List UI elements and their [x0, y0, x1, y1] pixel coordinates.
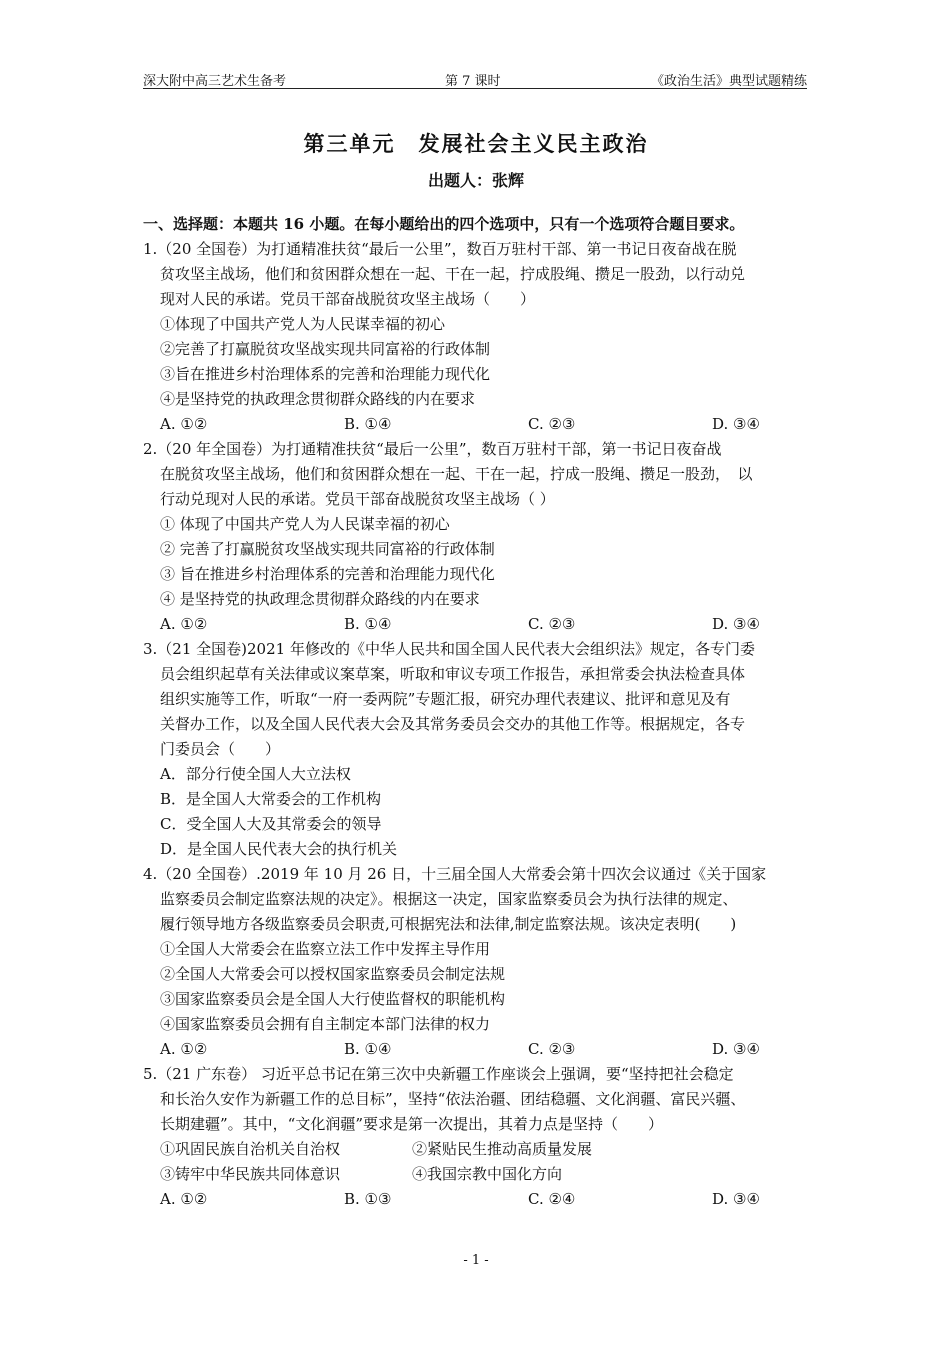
option-a: A. ①②: [160, 615, 208, 633]
option-c: C. ②③: [528, 615, 576, 633]
option-d: D. ③④: [712, 1040, 760, 1058]
statement: ② 完善了打赢脱贫攻坚战实现共同富裕的行政体制: [160, 540, 495, 558]
answer-options: [143, 1187, 807, 1212]
question-text-line: 4.（20 全国卷）.2019 年 10 月 26 日，十三届全国人大常委会第十四次会议通过《关于国家: [143, 865, 767, 883]
question-text-line: 在脱贫攻坚主战场，他们和贫困群众想在一起、干在一起，拧成一股绳、攒足一股劲， 以: [160, 465, 753, 483]
section-heading: 一、选择题：本题共 16 小题。在每小题给出的四个选项中，只有一个选项符合题目要求。: [143, 215, 745, 233]
statement: ④国家监察委员会拥有自主制定本部门法律的权力: [160, 1015, 491, 1033]
statement: ②紧贴民生推动高质量发展: [412, 1140, 593, 1158]
question-list: [143, 212, 807, 1212]
question-1: [143, 237, 807, 437]
question-4: [143, 862, 807, 1062]
answer-options: [143, 1037, 807, 1062]
statement: ②全国人大常委会可以授权国家监察委员会制定法规: [160, 965, 506, 983]
statement: ③国家监察委员会是全国人大行使监督权的职能机构: [160, 990, 506, 1008]
page-number: - 1 -: [463, 1253, 489, 1268]
answer-options: [143, 612, 807, 637]
answer-options: [143, 412, 807, 437]
question-text-line: 长期建疆”。其中，“文化润疆”要求是第一次提出，其着力点是坚持（ ）: [160, 1115, 664, 1133]
header-left: 深大附中高三艺术生备考: [143, 74, 287, 89]
statement: ④ 是坚持党的执政理念贯彻群众路线的内在要求: [160, 590, 480, 608]
option-b: B. ①④: [344, 415, 392, 433]
option-a: A. ①②: [160, 415, 208, 433]
question-text-line: 履行领导地方各级监察委员会职责,可根据宪法和法律,制定监察法规。该决定表明( ): [160, 915, 737, 933]
header-middle: 第 7 课时: [445, 74, 501, 89]
statement: ④是坚持党的执政理念贯彻群众路线的内在要求: [160, 390, 476, 408]
option-d: D. ③④: [712, 415, 760, 433]
statement: ①全国人大常委会在监察立法工作中发挥主导作用: [160, 940, 491, 958]
question-2: [143, 437, 807, 637]
option-b: B. ①③: [344, 1190, 392, 1208]
question-text-line: 1.（20 全国卷）为打通精准扶贫“最后一公里”，数百万驻村干部、第一书记日夜奋战在脱: [143, 240, 737, 258]
option-d: D. ③④: [712, 615, 760, 633]
option-a: A. ①②: [160, 1190, 208, 1208]
document-author: 出题人：张辉: [427, 171, 524, 190]
statement: ① 体现了中国共产党人为人民谋幸福的初心: [160, 515, 450, 533]
statement: ③铸牢中华民族共同体意识: [160, 1165, 341, 1183]
question-text-line: 监察委员会制定监察法规的决定》。根据这一决定，国家监察委员会为执行法律的规定、: [160, 890, 738, 908]
document-title: 第三单元 发展社会主义民主政治: [303, 131, 649, 156]
question-text-line: 和长治久安作为新疆工作的总目标”，坚持“依法治疆、团结稳疆、文化润疆、富民兴疆、: [160, 1090, 746, 1108]
option-a: A．部分行使全国人大立法权: [160, 765, 351, 783]
question-text-line: 组织实施等工作，听取“一府一委两院”专题汇报，研究办理代表建议、批评和意见及有: [160, 690, 731, 708]
statement: ①巩固民族自治机关自治权: [160, 1140, 341, 1158]
question-text-line: 3.（21 全国卷)2021 年修改的《中华人民共和国全国人民代表大会组织法》规定，各专门委: [143, 640, 755, 658]
option-d: D. ③④: [712, 1190, 760, 1208]
question-text-line: 2.（20 年全国卷）为打通精准扶贫“最后一公里”，数百万驻村干部，第一书记日夜奋战: [143, 440, 722, 458]
option-a: A. ①②: [160, 1040, 208, 1058]
question-text-line: 5.（21 广东卷） 习近平总书记在第三次中央新疆工作座谈会上强调，要“坚持把社会稳定: [143, 1065, 734, 1083]
statement: ①体现了中国共产党人为人民谋幸福的初心: [160, 315, 446, 333]
question-text-line: 门委员会（ ）: [160, 740, 281, 758]
option-c: C. ②④: [528, 1190, 576, 1208]
option-b: B. ①④: [344, 1040, 392, 1058]
statement: ③旨在推进乡村治理体系的完善和治理能力现代化: [160, 365, 491, 383]
question-text-line: 行动兑现对人民的承诺。党员干部奋战脱贫攻坚主战场（ ）: [160, 490, 555, 508]
option-b: B. ①④: [344, 615, 392, 633]
question-text-line: 关督办工作，以及全国人民代表大会及其常务委员会交办的其他工作等。根据规定，各专: [160, 715, 746, 733]
option-b: B．是全国人大常委会的工作机构: [160, 790, 382, 808]
statement: ②完善了打赢脱贫攻坚战实现共同富裕的行政体制: [160, 340, 491, 358]
option-c: C. ②③: [528, 415, 576, 433]
header-right: 《政治生活》典型试题精练: [650, 74, 807, 89]
option-d: D．是全国人民代表大会的执行机关: [160, 840, 398, 858]
statement-row: [143, 1137, 807, 1162]
statement: ③ 旨在推进乡村治理体系的完善和治理能力现代化: [160, 565, 495, 583]
page-header: [143, 68, 807, 89]
question-text-line: 贫攻坚主战场，他们和贫困群众想在一起、干在一起，拧成股绳、攒足一股劲，以行动兑: [160, 265, 746, 283]
option-c: C．受全国人大及其常委会的领导: [160, 815, 382, 833]
question-text-line: 员会组织起草有关法律或议案草案，听取和审议专项工作报告，承担常委会执法检查具体: [160, 665, 746, 683]
question-3: [143, 637, 807, 862]
statement: ④我国宗教中国化方向: [412, 1165, 563, 1183]
option-c: C. ②③: [528, 1040, 576, 1058]
question-5: [143, 1062, 807, 1212]
question-text-line: 现对人民的承诺。党员干部奋战脱贫攻坚主战场（ ）: [160, 290, 536, 308]
statement-row: [143, 1162, 807, 1187]
